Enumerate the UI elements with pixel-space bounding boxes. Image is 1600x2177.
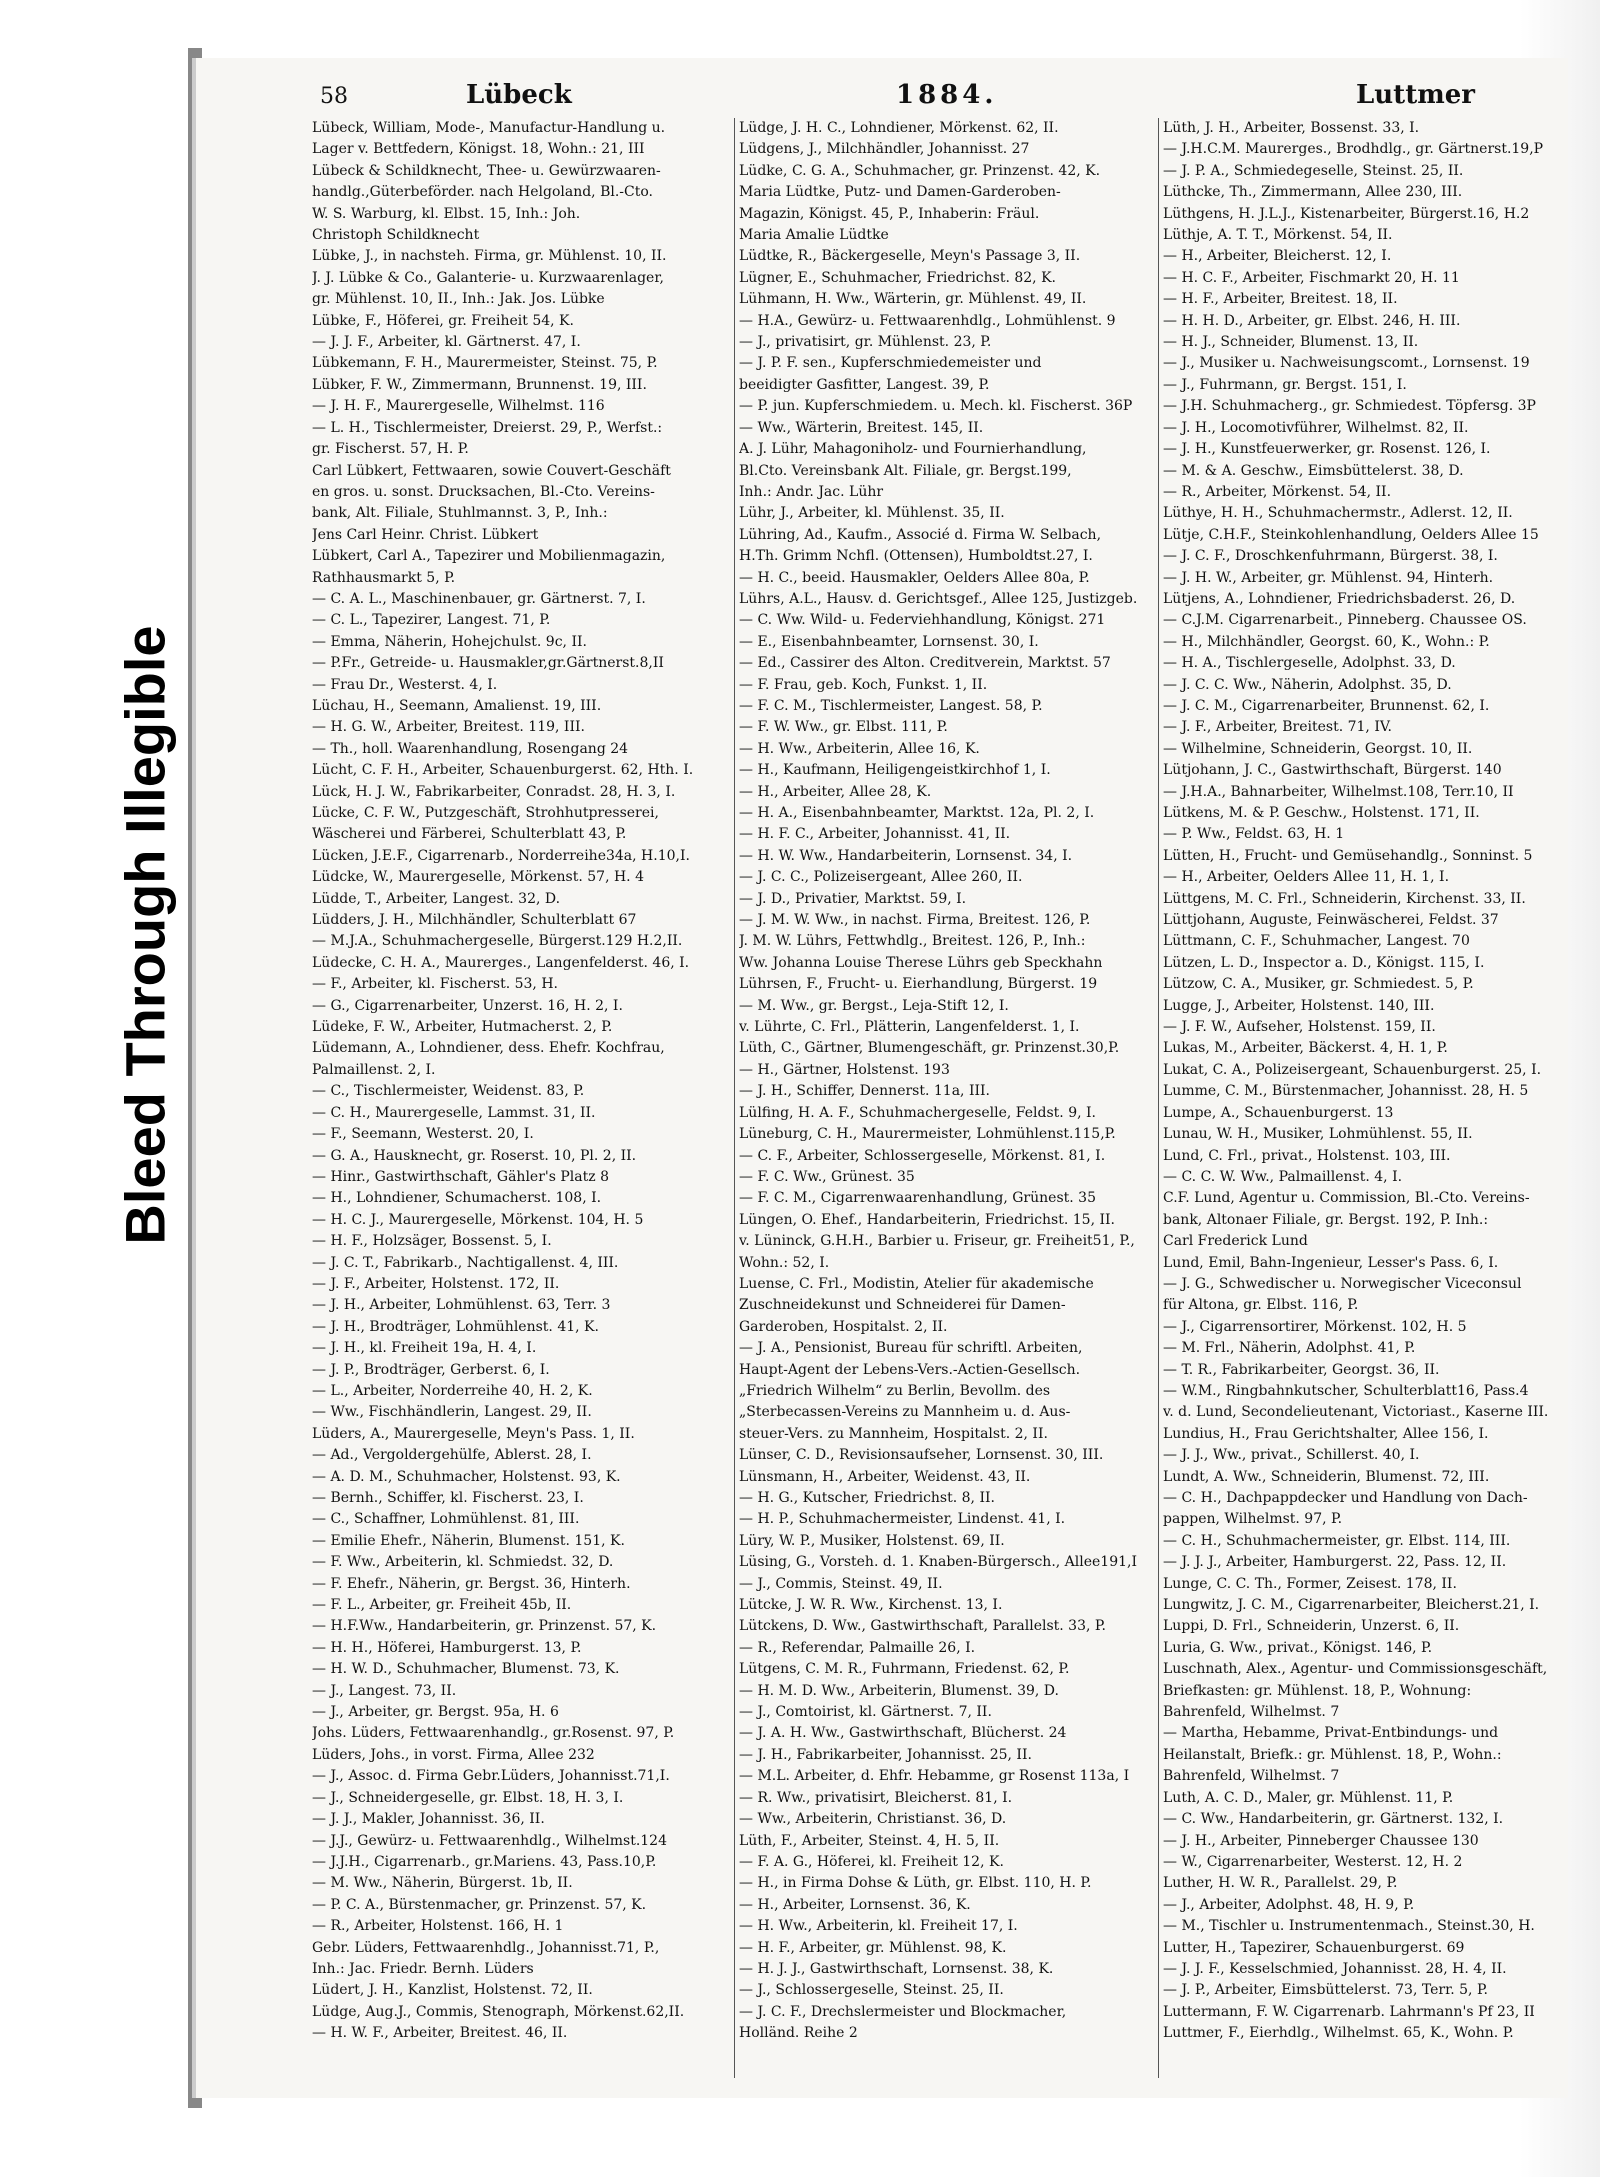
directory-entry: — J., Assoc. d. Firma Gebr.Lüders, Johannisst.71,I. [312,1768,670,1785]
directory-entry: — J. C. C. Ww., Näherin, Adolphst. 35, D. [1163,676,1452,693]
directory-entry: — A. D. M., Schuhmacher, Holstenst. 93, K. [312,1468,621,1485]
directory-entry: Lüth, J. H., Arbeiter, Bossenst. 33, I. [1163,120,1420,136]
directory-entry: Lücht, C. F. H., Arbeiter, Schauenburgerst. 62, Hth. I. [312,762,694,779]
directory-entry: — C. Ww., Handarbeiterin, gr. Gärtnerst. 132, I. [1163,1811,1504,1828]
directory-entry: — H., Arbeiter, Allee 28, K. [739,783,932,800]
directory-entry: J. J. Lübke & Co., Galanterie- u. Kurzwaarenlager, [312,269,664,286]
directory-entry: handlg.,Güterbeförder. nach Helgoland, Bl.-Cto. [312,184,653,201]
directory-entry: — J. P., Brodträger, Gerberst. 6, I. [312,1361,550,1378]
directory-entry: — H., Arbeiter, Bleicherst. 12, I. [1163,248,1392,265]
directory-entry: J. M. W. Lührs, Fettwhdlg., Breitest. 126, P., Inh.: [739,933,1086,950]
directory-entry: — H. A., Tischlergeselle, Adolphst. 33, D. [1163,655,1456,672]
directory-entry: Lüthye, H. H., Schuhmachermstr., Adlerst. 12, II. [1163,505,1513,522]
directory-entry: — C. L., Tapezirer, Langest. 71, P. [312,612,551,629]
directory-entry: — F., Seemann, Westerst. 20, I. [312,1126,534,1143]
directory-entry: Lützow, C. A., Musiker, gr. Schmiedest. 5, P. [1163,976,1474,993]
directory-entry: Lütgens, C. M. R., Fuhrmann, Friedenst. 62, P. [739,1661,1070,1678]
directory-entry: Lück, H. J. W., Fabrikarbeiter, Conradst. 28, H. 3, I. [312,783,676,800]
directory-entry: — J., Comtoirist, kl. Gärtnerst. 7, II. [739,1704,992,1721]
directory-entry: — C. F., Arbeiter, Schlossergeselle, Mörkenst. 81, I. [739,1147,1106,1164]
directory-entry: — C., Tischlermeister, Weidenst. 83, P. [312,1083,585,1100]
directory-entry: — H.A., Gewürz- u. Fettwaarenhdlg., Lohmühlenst. 9 [739,312,1116,329]
directory-entry: — F. C. M., Tischlermeister, Langest. 58, P. [739,697,1043,714]
directory-entry: Johs. Lüders, Fettwaarenhandlg., gr.Rosenst. 97, P. [312,1725,675,1742]
directory-entry: — J. J. F., Kesselschmied, Johannisst. 28, H. 4, II. [1163,1960,1507,1977]
directory-entry: bank, Altonaer Filiale, gr. Bergst. 192, P. Inh.: [1163,1211,1489,1228]
directory-entry: — H. C. J., Maurergeselle, Mörkenst. 104, H. 5 [312,1211,644,1228]
directory-entry: — M. Ww., gr. Bergst., Leja-Stift 12, I. [739,997,1009,1014]
directory-entry: Lülfing, H. A. F., Schuhmachergeselle, Feldst. 9, I. [739,1104,1096,1121]
directory-entry: pappen, Wilhelmst. 97, P. [1163,1511,1343,1528]
directory-entry: Holländ. Reihe 2 [739,2025,858,2042]
directory-entry: — J.H.A., Bahnarbeiter, Wilhelmst.108, Terr.10, II [1163,783,1514,800]
directory-entry: Lütten, H., Frucht- und Gemüsehandlg., Sonninst. 5 [1163,847,1533,864]
directory-entry: Wäscherei und Färberei, Schulterblatt 43, P. [312,826,627,843]
directory-entry: Magazin, Königst. 45, P., Inhaberin: Fräul. [739,205,1040,222]
directory-entry: — Ad., Vergoldergehülfe, Ablerst. 28, I. [312,1447,592,1464]
column-3 [1158,118,1561,2078]
directory-entry: — J. C. C., Polizeisergeant, Allee 260, II. [739,869,1023,886]
directory-entry: Lüthcke, Th., Zimmermann, Allee 230, III. [1163,184,1463,201]
directory-entry: H.Th. Grimm Nchfl. (Ottensen), Humboldtst.27, I. [739,548,1093,565]
directory-entry: Lüdke, C. G. A., Schuhmacher, gr. Prinzenst. 42, K. [739,162,1101,179]
directory-entry: v. d. Lund, Secondelieutenant, Victoriast., Kaserne III. [1163,1404,1549,1421]
directory-entry: Lüdders, J. H., Milchhändler, Schulterblatt 67 [312,912,637,929]
directory-entry: — J.J.H., Cigarrenarb., gr.Mariens. 43, Pass.10,P. [312,1853,657,1870]
directory-entry: Lutter, H., Tapezirer, Schauenburgerst. 69 [1163,1939,1465,1956]
directory-entry: Lübke, J., in nachsteh. Firma, gr. Mühlenst. 10, II. [312,248,667,265]
directory-entry: — H., Arbeiter, Lornsenst. 36, K. [739,1896,971,1913]
directory-entry: — P.Fr., Getreide- u. Hausmakler,gr.Gärtnerst.8,II [312,655,664,672]
directory-entry: — H., Kaufmann, Heiligengeistkirchhof 1, I. [739,762,1051,779]
directory-entry: Lüders, A., Maurergeselle, Meyn's Pass. 1, II. [312,1425,635,1442]
directory-entry: — J. F. W., Aufseher, Holstenst. 159, II. [1163,1019,1436,1036]
directory-entry: — Ww., Wärterin, Breitest. 145, II. [739,419,984,436]
directory-entry: — J., privatisirt, gr. Mühlenst. 23, P. [739,334,992,351]
directory-entry: — W.M., Ringbahnkutscher, Schulterblatt16, Pass.4 [1163,1382,1529,1399]
directory-entry: A. J. Lühr, Mahagoniholz- und Fournierhandlung, [739,441,1087,458]
directory-entry: — J. J. J., Arbeiter, Hamburgerst. 22, Pass. 12, II. [1163,1554,1507,1571]
directory-entry: Lundius, H., Frau Gerichtshalter, Allee 156, I. [1163,1425,1489,1442]
directory-entry: steuer-Vers. zu Mannheim, Hospitalst. 2, II. [739,1425,1048,1442]
directory-entry: — F. W. Ww., gr. Elbst. 111, P. [739,719,948,736]
directory-entry: — H. F., Arbeiter, gr. Mühlenst. 98, K. [739,1939,1007,1956]
directory-entry: Lüdtke, R., Bäckergeselle, Meyn's Passage 3, II. [739,248,1081,265]
page-number: 58 [320,84,348,109]
directory-entry: — Bernh., Schiffer, kl. Fischerst. 23, I. [312,1490,584,1506]
directory-entry: — J., Schneidergeselle, gr. Elbst. 18, H. 3, I. [312,1789,624,1806]
directory-entry: Lund, Emil, Bahn-Ingenieur, Lesser's Pass. 6, I. [1163,1254,1499,1271]
directory-entry: Lager v. Bettfedern, Königst. 18, Wohn.: 21, III [312,141,645,158]
directory-entry: — M. Frl., Näherin, Adolphst. 41, P. [1163,1340,1416,1357]
directory-entry: — H. Ww., Arbeiterin, Allee 16, K. [739,740,980,757]
directory-entry: — H. P., Schuhmachermeister, Lindenst. 41, I. [739,1511,1066,1528]
directory-entry: W. S. Warburg, kl. Elbst. 15, Inh.: Joh. [312,205,581,222]
directory-entry: — Emilie Ehefr., Näherin, Blumenst. 151, K. [312,1532,625,1549]
directory-entry: — H. J., Schneider, Blumenst. 13, II. [1163,334,1419,351]
directory-entry: Carl Lübkert, Fettwaaren, sowie Couvert-Geschäft [312,462,671,479]
directory-entry: — J. F., Arbeiter, Holstenst. 172, II. [312,1275,560,1292]
directory-entry: — J. H., Brodträger, Lohmühlenst. 41, K. [312,1318,599,1335]
directory-entry: — F. A. G., Höferei, kl. Freiheit 12, K. [739,1853,1004,1870]
directory-entry: Maria Amalie Lüdtke [739,227,889,244]
directory-entry: Christoph Schildknecht [312,227,480,244]
directory-entry: — J. A., Pensionist, Bureau für schriftl. Arbeiten, [739,1340,1083,1357]
directory-entry: Lukas, M., Arbeiter, Bäckerst. 4, H. 1, P. [1163,1040,1448,1057]
directory-entry: Heilanstalt, Briefk.: gr. Mühlenst. 18, P., Wohn.: [1163,1746,1502,1763]
directory-entry: — T. R., Fabrikarbeiter, Georgst. 36, II. [1163,1361,1440,1378]
directory-entry: Lukat, C. A., Polizeisergeant, Schauenburgerst. 25, I. [1163,1061,1542,1078]
directory-entry: — J. P. F. sen., Kupferschmiedemeister und [739,355,1042,372]
directory-entry: — J. H., Locomotivführer, Wilhelmst. 82, II. [1163,419,1469,436]
directory-entry: Bahrenfeld, Wilhelmst. 7 [1163,1704,1340,1721]
directory-entry: — H.F.Ww., Handarbeiterin, gr. Prinzenst. 57, K. [312,1618,657,1635]
directory-entry: — M. Ww., Näherin, Bürgerst. 1b, II. [312,1875,573,1892]
directory-entry: Lübkemann, F. H., Maurermeister, Steinst. 75, P. [312,355,658,372]
directory-entry: Luttmer, F., Eierhdlg., Wilhelmst. 65, K., Wohn. P. [1163,2025,1514,2042]
directory-entry: v. Lüninck, G.H.H., Barbier u. Friseur, gr. Freiheit51, P., [739,1233,1135,1250]
directory-entry: — Martha, Hebamme, Privat-Entbindungs- und [1163,1725,1499,1742]
directory-entry: Lüdde, T., Arbeiter, Langest. 32, D. [312,890,561,907]
directory-entry: Luther, H. W. R., Parallelst. 29, P. [1163,1875,1398,1892]
directory-entry: — H. W. Ww., Handarbeiterin, Lornsenst. 34, I. [739,847,1073,864]
directory-entry: — M., Tischler u. Instrumentenmach., Steinst.30, H. [1163,1918,1535,1935]
directory-entry: — F., Arbeiter, kl. Fischerst. 53, H. [312,976,558,993]
directory-entry: en gros. u. sonst. Drucksachen, Bl.-Cto. Vereins- [312,483,655,500]
directory-entry: Lundt, A. Ww., Schneiderin, Blumenst. 72, III. [1163,1468,1490,1485]
directory-entry: — E., Eisenbahnbeamter, Lornsenst. 30, I. [739,633,1039,650]
directory-entry: — Wilhelmine, Schneiderin, Georgst. 10, II. [1163,740,1473,757]
directory-entry: — J. H., kl. Freiheit 19a, H. 4, I. [312,1340,537,1357]
directory-entry: Lützen, L. D., Inspector a. D., Königst. 115, I. [1163,954,1485,971]
directory-entry: Luria, G. Ww., privat., Königst. 146, P. [1163,1639,1433,1656]
directory-entry: — J. H., Arbeiter, Lohmühlenst. 63, Terr. 3 [312,1297,611,1314]
directory-entry: Lumme, C. M., Bürstenmacher, Johannisst. 28, H. 5 [1163,1083,1529,1100]
directory-entry: — H. C., beeid. Hausmakler, Oelders Allee 80a, P. [739,569,1090,586]
directory-entry: Lüdert, J. H., Kanzlist, Holstenst. 72, II. [312,1982,593,1999]
directory-entry: — W., Cigarrenarbeiter, Westerst. 12, H. 2 [1163,1853,1463,1870]
directory-entry: — F. L., Arbeiter, gr. Freiheit 45b, II. [312,1597,572,1614]
directory-entry: — G., Cigarrenarbeiter, Unzerst. 16, H. 2, I. [312,997,623,1014]
directory-entry: Jens Carl Heinr. Christ. Lübkert [312,526,539,543]
directory-entry: — H. W. D., Schuhmacher, Blumenst. 73, K. [312,1661,620,1678]
directory-entry: — C., Schaffner, Lohmühlenst. 81, III. [312,1511,580,1528]
directory-entry: Lünsmann, H., Arbeiter, Weidenst. 43, II. [739,1468,1031,1485]
directory-entry: Lütjens, A., Lohndiener, Friedrichsbaderst. 26, D. [1163,590,1516,607]
directory-entry: — R., Referendar, Palmaille 26, I. [739,1639,976,1656]
directory-entry: Lübeck & Schildknecht, Thee- u. Gewürzwaaren- [312,162,661,179]
directory-entry: — C. Ww. Wild- u. Federviehhandlung, Königst. 271 [739,612,1106,629]
directory-entry: Inh.: Andr. Jac. Lühr [739,483,884,500]
directory-entry: Lübkert, Carl A., Tapezirer und Mobilienmagazin, [312,548,666,565]
directory-entry: Lüttmann, C. F., Schuhmacher, Langest. 70 [1163,933,1470,950]
directory-entry: Luth, A. C. D., Maler, gr. Mühlenst. 11, P. [1163,1789,1454,1806]
directory-entry: Lüry, W. P., Musiker, Holstenst. 69, II. [739,1532,1005,1549]
directory-entry: — J.H.C.M. Maurerges., Brodhdlg., gr. Gärtnerst.19,P [1163,141,1544,158]
directory-entry: — J., Cigarrensortirer, Mörkenst. 102, H. 5 [1163,1318,1467,1335]
directory-entry: Luppi, D. Frl., Schneiderin, Unzerst. 6, II. [1163,1618,1460,1635]
directory-entry: — H. J. J., Gastwirthschaft, Lornsenst. 38, K. [739,1960,1054,1977]
directory-entry: — F. C. Ww., Grünest. 35 [739,1168,915,1185]
directory-entry: — M.J.A., Schuhmachergeselle, Bürgerst.129 H.2,II. [312,933,683,950]
directory-entry: — H. H. D., Arbeiter, gr. Elbst. 246, H. III. [1163,312,1461,329]
directory-entry: — J.J., Gewürz- u. Fettwaarenhdlg., Wilhelmst.124 [312,1832,667,1849]
directory-entry: Lütckens, D. Ww., Gastwirthschaft, Parallelst. 33, P. [739,1618,1106,1635]
directory-entry: Lüdemann, A., Lohndiener, dess. Ehefr. Kochfrau, [312,1040,665,1057]
column-2 [734,118,1139,2078]
directory-entry: — J., Schlossergeselle, Steinst. 25, II. [739,1982,1004,1999]
directory-entry: — J., Commis, Steinst. 49, II. [739,1575,943,1592]
directory-entry: — L. H., Tischlermeister, Dreierst. 29, P., Werfst.: [312,419,663,436]
directory-entry: Carl Frederick Lund [1163,1233,1308,1250]
directory-entry: — F. Ww., Arbeiterin, kl. Schmiedst. 32, D. [312,1554,614,1571]
directory-entry: Inh.: Jac. Friedr. Bernh. Lüders [312,1960,534,1977]
directory-entry: — M.L. Arbeiter, d. Ehfr. Hebamme, gr Rosenst 113a, I [739,1768,1130,1785]
directory-entry: — Frau Dr., Westerst. 4, I. [312,676,498,693]
directory-entry: v. Lührte, C. Frl., Plätterin, Langenfelderst. 1, I. [739,1019,1080,1036]
directory-entry: — H. M. D. Ww., Arbeiterin, Blumenst. 39, D. [739,1682,1059,1699]
directory-entry: — H. A., Eisenbahnbeamter, Marktst. 12a, Pl. 2, I. [739,805,1095,821]
directory-entry: — H., in Firma Dohse & Lüth, gr. Elbst. 110, H. P. [739,1875,1092,1892]
directory-entry: — J. H., Fabrikarbeiter, Johannisst. 25, II. [739,1746,1032,1763]
directory-entry: — R. Ww., privatisirt, Bleicherst. 81, I. [739,1789,1013,1806]
side-annotation [90,455,200,1415]
directory-entry: Bahrenfeld, Wilhelmst. 7 [1163,1768,1340,1785]
directory-entry: — J. H., Schiffer, Dennerst. 11a, III. [739,1083,990,1100]
directory-entry: — C. A. L., Maschinenbauer, gr. Gärtnerst. 7, I. [312,590,646,607]
directory-entry: — J., Fuhrmann, gr. Bergst. 151, I. [1163,376,1407,393]
directory-entry: — J. P. A., Schmiedegeselle, Steinst. 25, II. [1163,162,1464,179]
directory-entry: — L., Arbeiter, Norderreihe 40, H. 2, K. [312,1382,593,1399]
directory-entry: — C. H., Schuhmachermeister, gr. Elbst. 114, III. [1163,1532,1511,1549]
directory-entry: Lütcke, J. W. R. Ww., Kirchenst. 13, I. [739,1597,1003,1614]
directory-entry: Lüneburg, C. H., Maurermeister, Lohmühlenst.115,P. [739,1126,1116,1143]
directory-entry: — M. & A. Geschw., Eimsbüttelerst. 38, D. [1163,462,1464,479]
directory-entry: beeidigter Gasfitter, Langest. 39, P. [739,376,990,393]
directory-entry: Lütje, C.H.F., Steinkohlenhandlung, Oelders Allee 15 [1163,526,1539,543]
directory-entry: Bl.Cto. Vereinsbank Alt. Filiale, gr. Bergst.199, [739,462,1072,479]
directory-entry: Lübke, F., Höferei, gr. Freiheit 54, K. [312,312,574,329]
directory-entry: — J. C. M., Cigarrenarbeiter, Brunnenst. 62, I. [1163,697,1490,714]
directory-entry: „Friedrich Wilhelm“ zu Berlin, Bevollm. des [739,1382,1051,1399]
directory-entry: — C.J.M. Cigarrenarbeit., Pinneberg. Chaussee OS. [1163,612,1527,629]
directory-entry: Lühring, Ad., Kaufm., Associé d. Firma W. Selbach, [739,526,1102,543]
directory-entry: — Ww., Arbeiterin, Christianst. 36, D. [739,1811,1007,1828]
directory-entry: — Ed., Cassirer des Alton. Creditverein, Marktst. 57 [739,655,1111,672]
directory-entry: — Hinr., Gastwirthschaft, Gähler's Platz 8 [312,1168,609,1185]
directory-entry: — J. H. F., Maurergeselle, Wilhelmst. 116 [312,398,605,415]
directory-entry: — J. M. W. Ww., in nachst. Firma, Breitest. 126, P. [739,912,1091,929]
directory-entry: — J. C. T., Fabrikarb., Nachtigallenst. 4, III. [312,1254,619,1271]
directory-entry: — J. J. F., Arbeiter, kl. Gärtnerst. 47, I. [312,334,581,351]
directory-entry: — J., Arbeiter, Adolphst. 48, H. 9, P. [1163,1896,1415,1913]
directory-entry: — J., Arbeiter, gr. Bergst. 95a, H. 6 [312,1704,559,1721]
directory-entry: — Th., holl. Waarenhandlung, Rosengang 24 [312,740,629,757]
directory-entry: Lüngen, O. Ehef., Handarbeiterin, Friedrichst. 15, II. [739,1211,1115,1228]
directory-entry: Lüthje, A. T. T., Mörkenst. 54, II. [1163,227,1393,244]
directory-entry: gr. Mühlenst. 10, II., Inh.: Jak. Jos. Lübke [312,291,605,308]
directory-entry: Lunge, C. C. Th., Former, Zeisest. 178, II. [1163,1575,1457,1592]
directory-entry: — C. C. W. Ww., Palmaillenst. 4, I. [1163,1168,1403,1185]
directory-entry: — J. H., Kunstfeuerwerker, gr. Rosenst. 126, I. [1163,441,1491,458]
directory-entry: — Emma, Näherin, Hohejchulst. 9c, II. [312,633,587,650]
directory-entry: Lüth, C., Gärtner, Blumengeschäft, gr. Prinzenst.30,P. [739,1040,1120,1057]
directory-entry: — F. Frau, geb. Koch, Funkst. 1, II. [739,676,988,693]
directory-entry: — P. C. A., Bürstenmacher, gr. Prinzenst. 57, K. [312,1896,647,1913]
directory-entry: Lührsen, F., Frucht- u. Eierhandlung, Bürgerst. 19 [739,976,1098,993]
directory-entry: Lübker, F. W., Zimmermann, Brunnenst. 19, III. [312,376,647,393]
directory-entry: Lüdecke, C. H. A., Maurerges., Langenfelderst. 46, I. [312,954,690,971]
directory-entry: Lüdge, J. H. C., Lohndiener, Mörkenst. 62, II. [739,120,1059,136]
directory-entry: Lungwitz, J. C. M., Cigarrenarbeiter, Bleicherst.21, I. [1163,1597,1540,1614]
directory-entry: — J., Langest. 73, II. [312,1682,457,1699]
directory-entry: Zuschneidekunst und Schneiderei für Damen- [739,1297,1066,1314]
directory-entry: Lühr, J., Arbeiter, kl. Mühlenst. 35, II. [739,505,1005,522]
header-year: 1884. [896,80,998,110]
directory-entry: — H. Ww., Arbeiterin, kl. Freiheit 17, I. [739,1918,1018,1935]
directory-entry: — J. J., Ww., privat., Schillerst. 40, I. [1163,1447,1420,1464]
directory-entry: — H. H., Höferei, Hamburgerst. 13, P. [312,1639,582,1656]
directory-entry: — Ww., Fischhändlerin, Langest. 29, II. [312,1404,592,1421]
directory-entry: — H., Arbeiter, Oelders Allee 11, H. 1, I. [1163,869,1450,886]
directory-entry: Garderoben, Hospitalst. 2, II. [739,1318,948,1335]
directory-entry: Lüttgens, M. C. Frl., Schneiderin, Kirchenst. 33, II. [1163,890,1526,907]
directory-entry: Lügner, E., Schuhmacher, Friedrichst. 82, K. [739,269,1056,286]
directory-columns [312,118,1562,2078]
directory-entry: Lüdge, Aug.J., Commis, Stenograph, Mörkenst.62,II. [312,2003,685,2020]
directory-entry: Lunau, W. H., Musiker, Lohmühlenst. 55, II. [1163,1126,1473,1143]
directory-entry: — G. A., Hausknecht, gr. Roserst. 10, Pl. 2, II. [312,1147,637,1164]
directory-entry: Lüttjohann, Auguste, Feinwäscherei, Feldst. 37 [1163,912,1499,929]
directory-entry: Lüdeke, F. W., Arbeiter, Hutmacherst. 2, P. [312,1019,613,1036]
directory-entry: Lund, C. Frl., privat., Holstenst. 103, III. [1163,1147,1451,1164]
directory-entry: Rathhausmarkt 5, P. [312,569,456,586]
directory-entry: Lührs, A.L., Hausv. d. Gerichtsgef., Allee 125, Justizgeb. [739,590,1138,607]
directory-entry: Lücken, J.E.F., Cigarrenarb., Norderreihe34a, H.10,I. [312,847,690,864]
directory-entry: — H., Gärtner, Holstenst. 193 [739,1061,950,1078]
directory-entry: Lüth, F., Arbeiter, Steinst. 4, H. 5, II. [739,1832,1000,1849]
directory-entry: — C. H., Maurergeselle, Lammst. 31, II. [312,1104,596,1121]
directory-entry: Lüsing, G., Vorsteh. d. 1. Knaben-Bürgersch., Allee191,I [739,1554,1138,1571]
directory-entry: „Sterbecassen-Vereins zu Mannheim u. d. Aus- [739,1404,1071,1421]
directory-entry: C.F. Lund, Agentur u. Commission, Bl.-Cto. Vereins- [1163,1190,1530,1207]
directory-entry: Briefkasten: gr. Mühlenst. 18, P., Wohnung: [1163,1682,1472,1699]
directory-entry: — R., Arbeiter, Holstenst. 166, H. 1 [312,1918,564,1935]
directory-entry: — J. G., Schwedischer u. Norwegischer Viceconsul [1163,1275,1522,1292]
directory-entry: — H., Milchhändler, Georgst. 60, K., Wohn.: P. [1163,633,1490,650]
directory-entry: — J. P., Arbeiter, Eimsbüttelerst. 73, Terr. 5, P. [1163,1982,1488,1999]
directory-entry: für Altona, gr. Elbst. 116, P. [1163,1297,1359,1314]
directory-entry: Lüdgens, J., Milchhändler, Johannisst. 27 [739,141,1030,158]
directory-entry: Lünser, C. D., Revisionsaufseher, Lornsenst. 30, III. [739,1447,1104,1464]
directory-entry: — H. G., Kutscher, Friedrichst. 8, II. [739,1490,995,1506]
directory-entry: Palmaillenst. 2, I. [312,1061,436,1078]
directory-entry: — J. C. F., Drechslermeister und Blockmacher, [739,2003,1067,2020]
directory-entry: Haupt-Agent der Lebens-Vers.-Actien-Gesellsch. [739,1361,1081,1378]
directory-entry: — H. W. F., Arbeiter, Breitest. 46, II. [312,2025,568,2042]
column-1 [312,118,710,2078]
directory-entry: — H., Lohndiener, Schumacherst. 108, I. [312,1190,602,1207]
directory-entry: — J.H. Schuhmacherg., gr. Schmiedest. Töpfersg. 3P [1163,398,1536,415]
directory-entry: Lütkens, M. & P. Geschw., Holstenst. 171, II. [1163,805,1480,821]
directory-entry: — H. F., Holzsäger, Bossenst. 5, I. [312,1233,552,1250]
directory-entry: Wohn.: 52, I. [739,1254,830,1271]
header-left-word: Lübeck [466,80,572,110]
directory-entry: Lücke, C. F. W., Putzgeschäft, Strohhutpresserei, [312,805,659,821]
directory-entry: Lüchau, H., Seemann, Amalienst. 19, III. [312,697,602,714]
scanned-page [196,58,1568,2098]
directory-entry: — F. C. M., Cigarrenwaarenhandlung, Grünest. 35 [739,1190,1096,1207]
directory-entry: — F. Ehefr., Näherin, gr. Bergst. 36, Hinterh. [312,1575,631,1592]
directory-entry: Ww. Johanna Louise Therese Lührs geb Speckhahn [739,954,1103,971]
directory-entry: — P. Ww., Feldst. 63, H. 1 [1163,826,1345,843]
directory-entry: — P. jun. Kupferschmiedem. u. Mech. kl. Fischerst. 36P [739,398,1133,415]
directory-entry: — J. J., Makler, Johannisst. 36, II. [312,1811,545,1828]
side-annotation-label: Bleed Through Illegible [113,625,177,1245]
directory-entry: — J. D., Privatier, Marktst. 59, I. [739,890,967,907]
directory-entry: Lübeck, William, Mode-, Manufactur-Handlung u. [312,120,666,136]
directory-entry: bank, Alt. Filiale, Stuhlmannst. 3, P., Inh.: [312,505,608,522]
directory-entry: Luschnath, Alex., Agentur- und Commissionsgeschäft, [1163,1661,1548,1678]
directory-entry: Lütjohann, J. C., Gastwirthschaft, Bürgerst. 140 [1163,762,1502,779]
directory-entry: — J., Musiker u. Nachweisungscomt., Lornsenst. 19 [1163,355,1530,372]
directory-entry: — J. A. H. Ww., Gastwirthschaft, Blücherst. 24 [739,1725,1067,1742]
directory-entry: Lumpe, A., Schauenburgerst. 13 [1163,1104,1394,1121]
directory-entry: — H. F. C., Arbeiter, Johannisst. 41, II. [739,826,1011,843]
directory-entry: Lüders, Johs., in vorst. Firma, Allee 232 [312,1746,595,1763]
directory-entry: Gebr. Lüders, Fettwaarenhdlg., Johannisst.71, P., [312,1939,660,1956]
directory-entry: — R., Arbeiter, Mörkenst. 54, II. [1163,483,1392,500]
directory-entry: — J. H., Arbeiter, Pinneberger Chaussee 130 [1163,1832,1479,1849]
directory-entry: — H. F., Arbeiter, Breitest. 18, II. [1163,291,1398,308]
directory-entry: Maria Lüdtke, Putz- und Damen-Garderoben- [739,184,1061,201]
header-right-word: Luttmer [1356,80,1475,110]
directory-entry: — H. C. F., Arbeiter, Fischmarkt 20, H. 11 [1163,269,1460,286]
directory-entry: — H. G. W., Arbeiter, Breitest. 119, III. [312,719,585,736]
directory-entry: Lüthgens, H. J.L.J., Kistenarbeiter, Bürgerst.16, H.2 [1163,205,1530,222]
directory-entry: gr. Fischerst. 57, H. P. [312,441,469,458]
directory-entry: — J. C. F., Droschkenfuhrmann, Bürgerst. 38, I. [1163,548,1498,565]
directory-entry: Luttermann, F. W. Cigarrenarb. Lahrmann's Pf 23, II [1163,2003,1535,2020]
directory-entry: — J. H. W., Arbeiter, gr. Mühlenst. 94, Hinterh. [1163,569,1494,586]
directory-entry: — J. F., Arbeiter, Breitest. 71, IV. [1163,719,1392,736]
directory-entry: — C. H., Dachpappdecker und Handlung von Dach- [1163,1490,1528,1506]
directory-entry: Lüdcke, W., Maurergeselle, Mörkenst. 57, H. 4 [312,869,644,886]
directory-entry: Luense, C. Frl., Modistin, Atelier für akademische [739,1275,1094,1292]
directory-entry: Lugge, J., Arbeiter, Holstenst. 140, III. [1163,997,1435,1014]
directory-entry: Lühmann, H. Ww., Wärterin, gr. Mühlenst. 49, II. [739,291,1087,308]
